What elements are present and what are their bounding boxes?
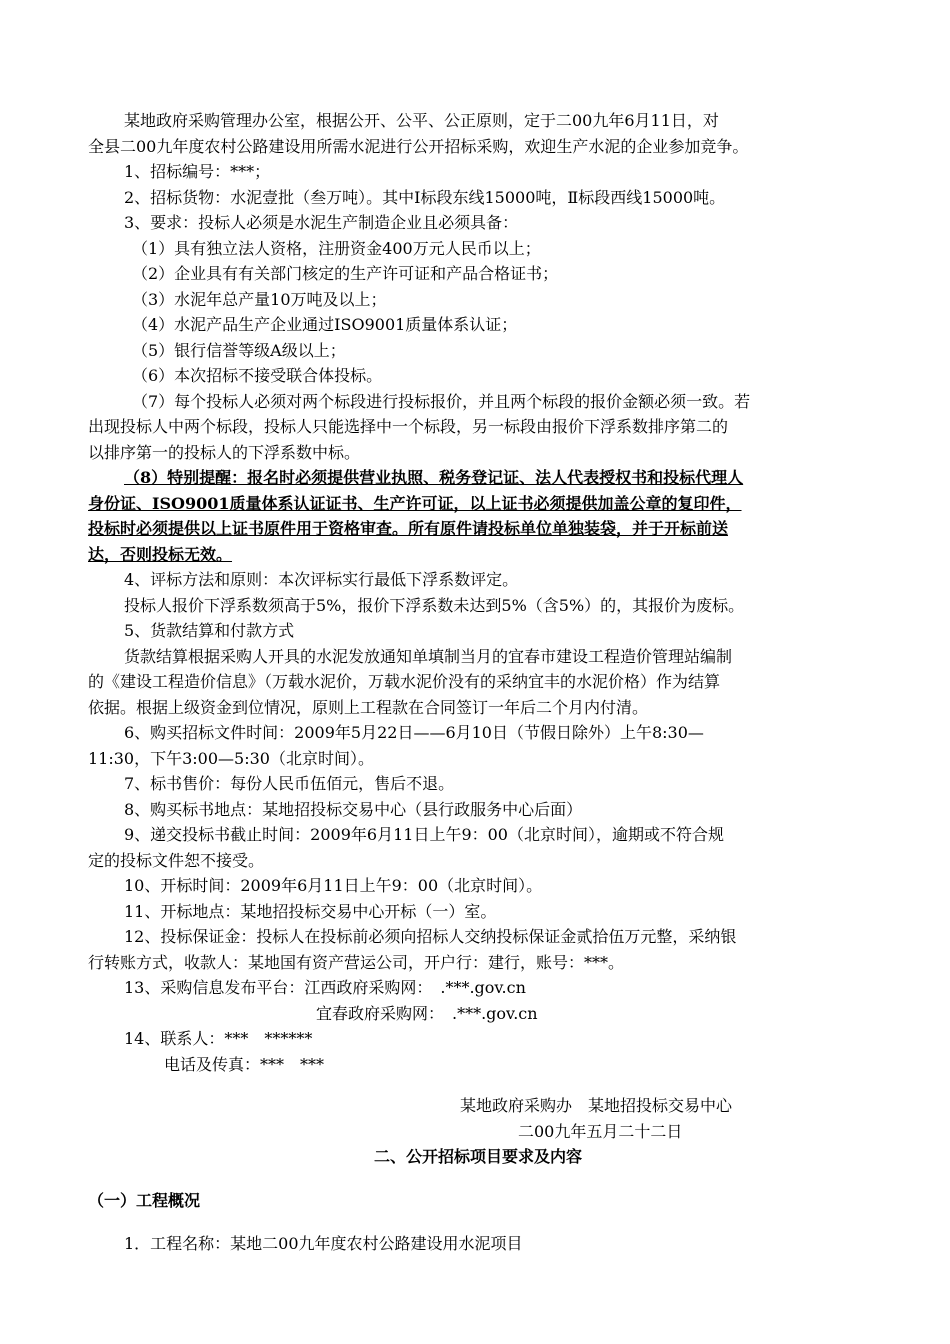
requirement-7-line-1: （7）每个投标人必须对两个标段进行投标报价，并且两个标段的报价金额必须一致。若 (132, 391, 751, 411)
item-13-line-2: 宜春政府采购网： .***.gov.cn (316, 1003, 538, 1023)
item-10: 10、开标时间：2009年6月11日上午9：00（北京时间）。 (124, 876, 543, 895)
project-name: 1．工程名称：某地二00九年度农村公路建设用水泥项目 (124, 1234, 523, 1253)
item-9-line-2: 定的投标文件恕不接受。 (88, 850, 265, 870)
item-1: 1、招标编号：***； (124, 162, 271, 181)
section-2-subtitle: （一）工程概况 (88, 1190, 201, 1210)
special-reminder-line-2: 身份证、ISO9001质量体系认证证书、生产许可证，以上证书必须提供加盖公章的复印件， (88, 493, 742, 513)
item-5-line-1: 货款结算根据采购人开具的水泥发放通知单填制当月的宜春市建设工程造价管理站编制 (124, 646, 733, 666)
item-6-line-1: 6、购买招标文件时间：2009年5月22日——6月10日（节假日除外）上午8:30— (124, 723, 704, 742)
intro-line-2: 全县二00九年度农村公路建设用所需水泥进行公开招标采购，欢迎生产水泥的企业参加竞争。 (88, 136, 749, 156)
item-12-line-2: 行转账方式，收款人：某地国有资产营运公司，开户行：建行，账号：***。 (88, 952, 625, 972)
item-5-line-2: 的《建设工程造价信息》（万载水泥价，万载水泥价没有的采纳宜丰的水泥价格）作为结算 (88, 672, 721, 691)
document-page (88, 108, 868, 1257)
item-5: 5、货款结算和付款方式 (124, 621, 295, 640)
item-6-line-2: 11:30，下午3:00—5:30（北京时间）。 (88, 748, 374, 768)
item-2: 2、招标货物：水泥壹批（叁万吨）。其中Ⅰ标段东线15000吨，Ⅱ标段西线15000吨。 (124, 187, 726, 207)
requirement-2: （2）企业具有有关部门核定的生产许可证和产品合格证书； (132, 264, 559, 283)
item-12-line-1: 12、投标保证金：投标人在投标前必须向招标人交纳投标保证金贰拾伍万元整，采纳银 (124, 927, 737, 946)
requirement-3: （3）水泥年总产量10万吨及以上； (132, 289, 387, 309)
requirement-4: （4）水泥产品生产企业通过ISO9001质量体系认证； (132, 315, 518, 334)
special-reminder-line-4: 达，否则投标无效。 (88, 544, 233, 564)
item-11: 11、开标地点：某地招投标交易中心开标（一）室。 (124, 901, 497, 921)
special-reminder-line-3: 投标时必须提供以上证书原件用于资格审查。所有原件请投标单位单独装袋，并于开标前送 (88, 519, 729, 538)
item-5-line-3: 依据。根据上级资金到位情况，原则上工程款在合同签订一年后二个月内付清。 (88, 697, 649, 717)
signature-org: 某地政府采购办 某地招投标交易中心 (460, 1096, 733, 1115)
item-4-detail: 投标人报价下浮系数须高于5%，报价下浮系数未达到5%（含5%）的，其报价为废标。 (124, 595, 745, 615)
item-13-line-1: 13、采购信息发布平台：江西政府采购网： .***.gov.cn (124, 978, 526, 997)
item-8: 8、购买标书地点：某地招投标交易中心（县行政服务中心后面） (124, 799, 583, 819)
special-reminder-line-1: （8）特别提醒：报名时必须提供营业执照、税务登记证、法人代表授权书和投标代理人 (124, 468, 744, 487)
requirement-6: （6）本次招标不接受联合体投标。 (132, 366, 383, 385)
intro-line-1: 某地政府采购管理办公室，根据公开、公平、公正原则，定于二00九年6月11日，对 (124, 111, 719, 130)
item-14-phone: 电话及传真：*** *** (164, 1054, 325, 1074)
section-2-title: 二、公开招标项目要求及内容 (373, 1147, 582, 1166)
item-14-contact: 14、联系人：*** ****** (124, 1029, 313, 1048)
item-4: 4、评标方法和原则：本次评标实行最低下浮系数评定。 (124, 570, 519, 589)
requirement-1: （1）具有独立法人资格，注册资金400万元人民币以上； (132, 238, 541, 258)
requirement-7-line-3: 以排序第一的投标人的下浮系数中标。 (88, 442, 361, 462)
item-9-line-1: 9、递交投标书截止时间：2009年6月11日上午9：00（北京时间），逾期或不符合规 (124, 825, 724, 844)
requirement-7-line-2: 出现投标人中两个标段，投标人只能选择中一个标段，另一标段由报价下浮系数排序第二的 (88, 417, 729, 436)
item-3: 3、要求：投标人必须是水泥生产制造企业且必须具备： (124, 213, 519, 232)
requirement-5: （5）银行信誉等级A级以上； (132, 340, 346, 360)
item-7: 7、标书售价：每份人民币伍佰元，售后不退。 (124, 774, 455, 793)
signature-date: 二00九年五月二十二日 (518, 1121, 683, 1141)
